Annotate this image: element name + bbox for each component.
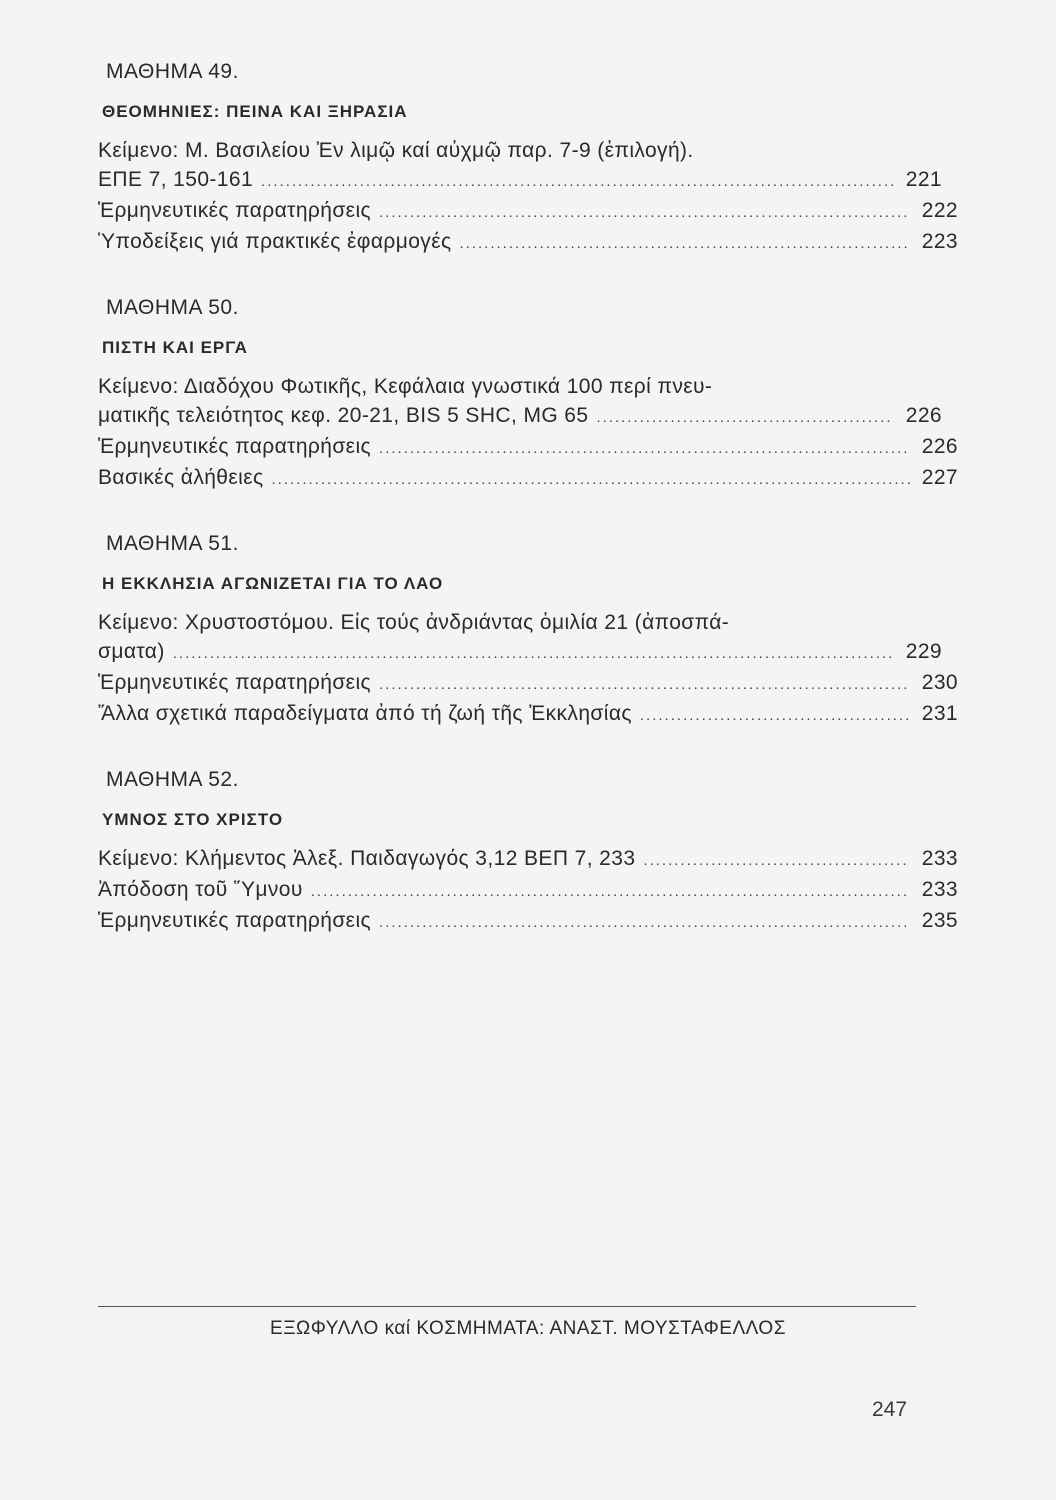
entry-text: Ἄλλα σχετικά παραδείγματα ἀπό τή ζωή τῆς Ἐκκλησίας [98, 702, 632, 725]
dot-leader [311, 877, 910, 906]
toc-entry [98, 668, 958, 699]
entry-text: Ἑρμηνευτικές παρατηρήσεις [98, 199, 372, 222]
toc-entry [98, 432, 958, 463]
dot-leader [379, 670, 910, 699]
toc-entry [98, 875, 958, 906]
dot-leader [173, 639, 894, 668]
dot-leader [261, 167, 894, 196]
entry-page-number: 233 [921, 878, 958, 901]
entry-page-number: 230 [921, 671, 958, 694]
entry-text: Ὑποδείξεις γιά πρακτικές ἐφαρμογές [98, 230, 452, 253]
lesson-title: ΘΕΟΜΗΝΙΕΣ: ΠΕΙΝΑ ΚΑΙ ΞΗΡΑΣΙΑ [102, 102, 408, 121]
toc-entry [98, 227, 958, 258]
entry-text: σματα) [98, 640, 165, 663]
entry-text: Ἑρμηνευτικές παρατηρήσεις [98, 671, 372, 694]
entry-text-line: Κείμενο: Μ. Βασιλείου Ἐν λιμῷ καί αὐχμῷ παρ. 7-9 (ἐπιλογή). [98, 139, 694, 162]
entry-page-number: 226 [905, 404, 942, 427]
cover-credits: ΕΞΩΦΥΛΛΟ καί ΚΟΣΜΗΜΑΤΑ: ΑΝΑΣΤ. ΜΟΥΣΤΑΦΕΛΛΟΣ [270, 1318, 786, 1339]
lesson-number: ΜΑΘΗΜΑ 49. [106, 60, 239, 83]
toc-entry [98, 463, 958, 494]
entry-page-number: 233 [921, 847, 958, 870]
dot-leader [379, 434, 910, 463]
lesson-49 [82, 58, 958, 258]
toc-entry [98, 372, 942, 432]
entry-text: ΕΠΕ 7, 150-161 [98, 168, 254, 191]
entry-text: Κείμενο: Κλήμεντος Ἀλεξ. Παιδαγωγός 3,12 ΒΕΠ 7, 233 [98, 847, 636, 870]
lesson-title: ΥΜΝΟΣ ΣΤΟ ΧΡΙΣΤΟ [102, 810, 284, 829]
dot-leader [379, 198, 910, 227]
entry-page-number: 231 [921, 702, 958, 725]
toc-entry [98, 906, 958, 937]
dot-leader [459, 229, 910, 258]
dot-leader [272, 465, 911, 494]
entry-text: Ἀπόδοση τοῦ Ὕμνου [98, 878, 303, 901]
toc-entry [98, 608, 942, 668]
entry-page-number: 226 [921, 435, 958, 458]
toc-entry [98, 699, 958, 730]
lesson-52 [82, 766, 958, 937]
toc-entry [98, 196, 958, 227]
lesson-number: ΜΑΘΗΜΑ 51. [106, 532, 239, 555]
table-of-contents [82, 58, 958, 973]
entry-page-number: 229 [905, 640, 942, 663]
entry-text: Ἑρμηνευτικές παρατηρήσεις [98, 435, 372, 458]
lesson-number: ΜΑΘΗΜΑ 50. [106, 296, 239, 319]
dot-leader [643, 846, 910, 875]
dot-leader [596, 403, 894, 432]
lesson-50 [82, 294, 958, 494]
entry-page-number: 221 [905, 168, 942, 191]
toc-entry [98, 844, 958, 875]
footer-divider [98, 1306, 916, 1307]
entry-text: Ἑρμηνευτικές παρατηρήσεις [98, 909, 372, 932]
lesson-title: Η ΕΚΚΛΗΣΙΑ ΑΓΩΝΙΖΕΤΑΙ ΓΙΑ ΤΟ ΛΑΟ [102, 574, 444, 593]
dot-leader [379, 908, 910, 937]
entry-text-line: Κείμενο: Χρυστοστόμου. Εἰς τούς ἀνδριάντας ὁμιλία 21 (ἀποσπά- [98, 611, 730, 634]
entry-text: Βασικές ἀλήθειες [98, 466, 264, 489]
entry-page-number: 222 [921, 199, 958, 222]
lesson-number: ΜΑΘΗΜΑ 52. [106, 768, 239, 791]
entry-page-number: 227 [921, 466, 958, 489]
page-number: 247 [872, 1398, 908, 1421]
lesson-51 [82, 530, 958, 730]
entry-page-number: 223 [921, 230, 958, 253]
entry-page-number: 235 [921, 909, 958, 932]
lesson-title: ΠΙΣΤΗ ΚΑΙ ΕΡΓΑ [102, 338, 248, 357]
dot-leader [640, 701, 910, 730]
toc-entry [98, 136, 942, 196]
entry-text-line: Κείμενο: Διαδόχου Φωτικῆς, Κεφάλαια γνωστικά 100 περί πνευ- [98, 375, 713, 398]
entry-text: ματικῆς τελειότητος κεφ. 20-21, BIS 5 SHC, MG 65 [98, 404, 589, 427]
